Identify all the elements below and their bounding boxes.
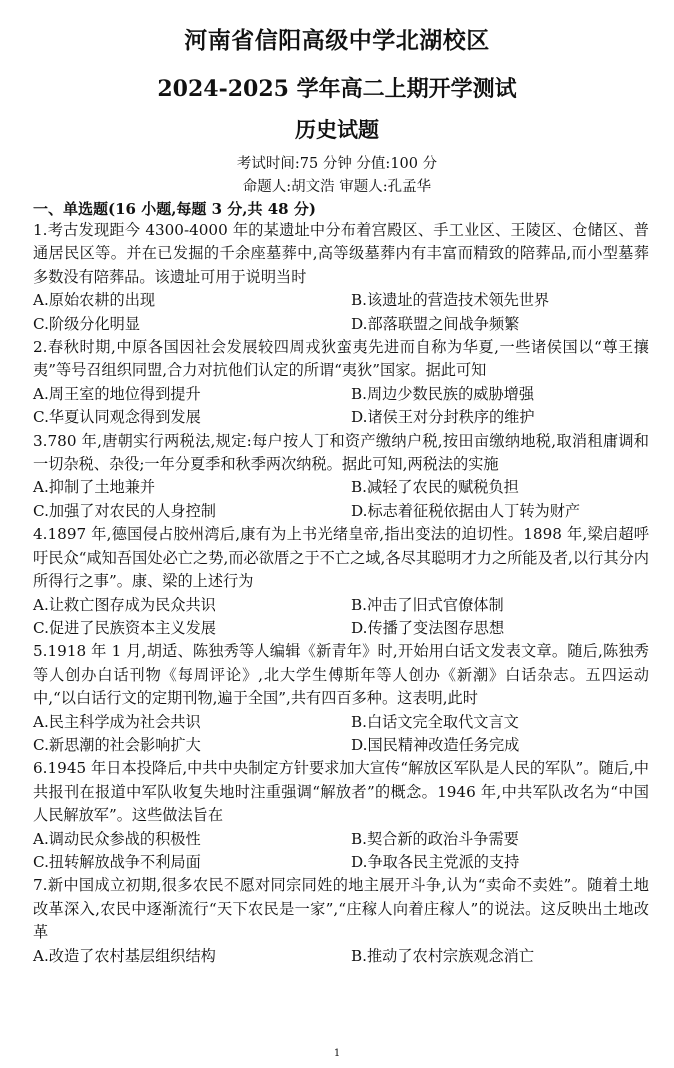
option-d: D.标志着征税依据由人丁转为财产 [351,501,581,520]
option-d: D.传播了变法图存思想 [351,618,505,637]
question [33,430,649,524]
option-row [33,383,649,406]
option-row [33,476,649,499]
section-heading: 一、单选题(16 小题,每题 3 分,共 48 分) [33,200,316,218]
exam-title: 2024-2025 学年高二上期开学测试 [157,76,517,102]
question-stem: 7.新中国成立初期,很多农民不愿对同宗同姓的地主展开斗争,认为“卖命不卖姓”。随着土地改革深入,农民中逐渐流行“天下农民是一家”,“庄稼人向着庄稼人”的说法。这反映出土地改革 [33,876,649,942]
question [33,757,649,874]
page-number: 1 [333,1048,341,1059]
option-row [33,945,649,968]
option-a: A.调动民众参战的积极性 [33,829,201,848]
option-row [33,313,649,336]
option-d: D.部落联盟之间战争频繁 [351,314,520,333]
subject-title: 历史试题 [295,117,379,142]
question-stem: 2.春秋时期,中原各国因社会发展较四周戎狄蛮夷先进而自称为华夏,一些诸侯国以“尊王攘夷”等号召组织同盟,合力对抗他们认定的所谓“夷狄”国家。据此可知 [33,338,649,380]
option-b: B.白话文完全取代文言文 [351,712,519,731]
option-d: D.诸侯王对分封秩序的维护 [351,408,535,427]
option-a: A.让救亡图存成为民众共识 [33,595,216,614]
question-stem: 4.1897 年,德国侵占胶州湾后,康有为上书光绪皇帝,指出变法的迫切性。1898 年,梁启超呼吁民众“咸知吾国处必亡之势,而必欲厝之于不亡之域,各尽其聪明才力之所能及者,以行其分内所得行之事”。康、梁的上述行为 [33,525,649,591]
option-c: C.华夏认同观念得到发展 [33,408,201,427]
question [33,874,649,968]
question [33,336,649,430]
school-title: 河南省信阳高级中学北湖校区 [184,27,490,54]
option-b: B.契合新的政治斗争需要 [351,829,519,848]
question [33,640,649,757]
option-b: B.推动了农村宗族观念消亡 [351,946,535,965]
option-a: A.原始农耕的出现 [33,291,156,310]
exam-time-score: 考试时间:75 分钟 分值:100 分 [236,156,438,172]
option-c: C.促进了民族资本主义发展 [33,618,216,637]
question-stem: 6.1945 年日本投降后,中共中央制定方针要求加大宣传“解放区军队是人民的军队”。随后,中共报刊在报道中军队收复失地时注重强调“解放者”的概念。1946 年,中共军队改名为“中国人民解放军”。这些做法旨在 [33,759,649,825]
question-list [33,219,649,968]
option-c: C.阶级分化明显 [33,314,141,333]
question [33,523,649,640]
option-row [33,594,649,617]
option-b: B.冲击了旧式官僚体制 [351,595,504,614]
option-row [33,828,649,851]
option-row [33,851,649,874]
option-d: D.争取各民主党派的支持 [351,852,520,871]
option-d: D.国民精神改造任务完成 [351,735,520,754]
question-stem: 1.考古发现距今 4300-4000 年的某遗址中分布着宫殿区、手工业区、王陵区、仓储区、普通居民区等。并在已发掘的千余座墓葬中,高等级墓葬内有丰富而精致的陪葬品,而小型墓葬多数没有陪葬品。该遗址可用于说明当时 [33,221,649,286]
question [33,219,649,336]
option-c: C.新思潮的社会影响扩大 [33,735,201,754]
option-row [33,406,649,429]
option-b: B.减轻了农民的赋税负担 [351,478,519,497]
question-stem: 3.780 年,唐朝实行两税法,规定:每户按人丁和资产缴纳户税,按田亩缴纳地税,取消租庸调和一切杂税、杂役;一年分夏季和秋季两次纳税。据此可知,两税法的实施 [33,431,649,474]
option-a: A.改造了农村基层组织结构 [33,946,216,965]
option-row [33,711,649,734]
option-a: A.民主科学成为社会共识 [33,712,201,731]
exam-authors: 命题人:胡文浩 审题人:孔孟华 [242,179,432,195]
option-a: A.抑制了土地兼并 [33,478,156,497]
option-row [33,500,649,523]
option-c: C.加强了对农民的人身控制 [33,501,216,520]
option-a: A.周王室的地位得到提升 [33,384,201,403]
option-row [33,289,649,312]
option-row [33,617,649,640]
question-stem: 5.1918 年 1 月,胡适、陈独秀等人编辑《新青年》时,开始用白话文发表文章。随后,陈独秀等人创办白话刊物《每周评论》,北大学生傅斯年等人创办《新潮》白话杂志。五四运动中,“以白话行文的定期刊物,遍于全国”,共有四百多种。这表明,此时 [33,642,649,708]
option-b: B.周边少数民族的威胁增强 [351,384,535,403]
option-c: C.扭转解放战争不利局面 [33,852,201,871]
option-b: B.该遗址的营造技术领先世界 [351,291,550,310]
option-row [33,734,649,757]
